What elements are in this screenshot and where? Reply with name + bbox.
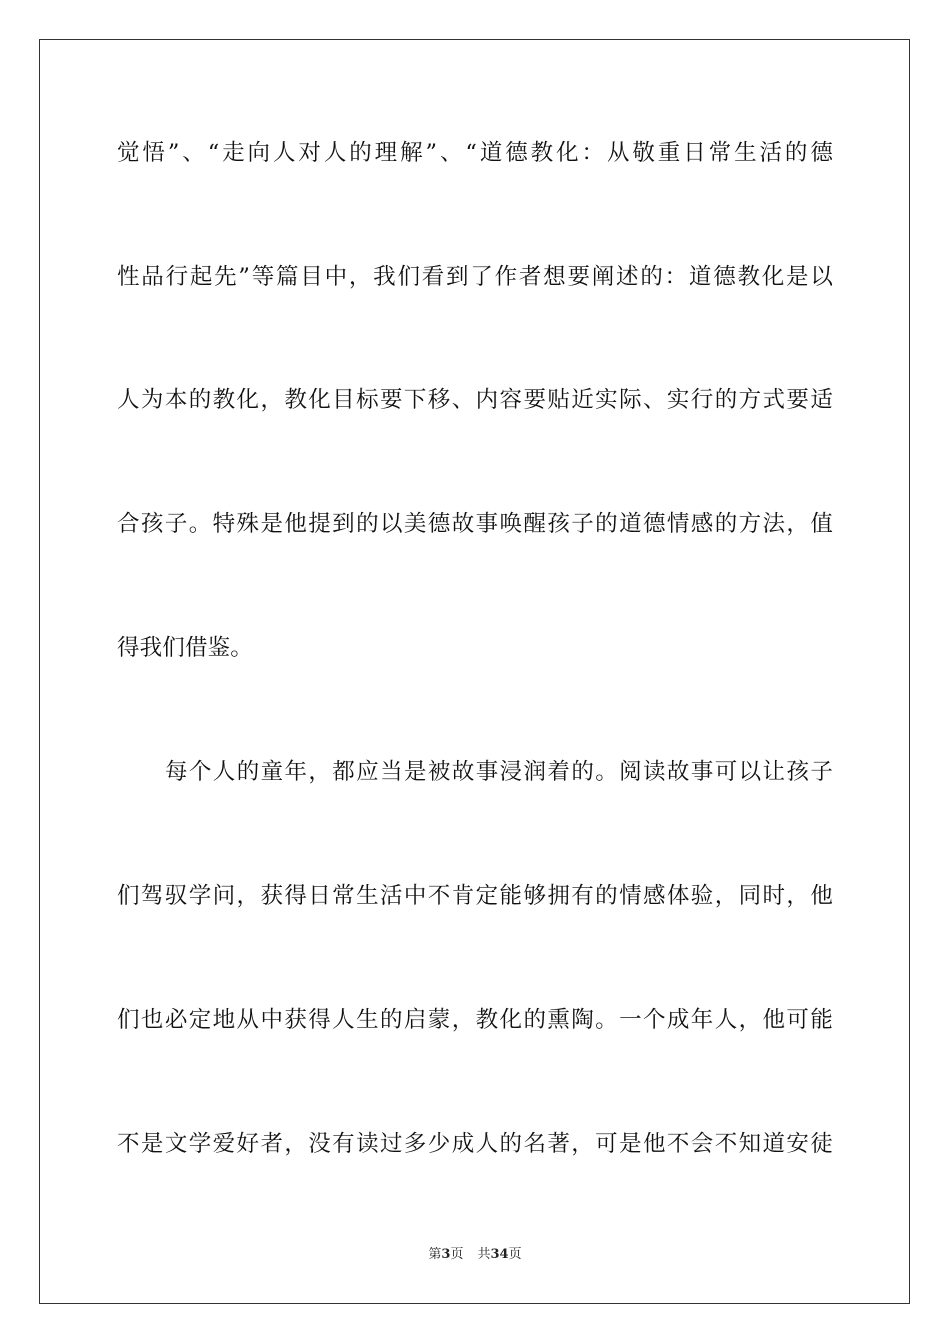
paragraph-line-3: 人为本的教化，教化目标要下移、内容要贴近实际、实行的方式要适 <box>117 387 833 413</box>
page-number: 3 <box>441 1247 451 1262</box>
paragraph-line-2: 性品行起先”等篇目中，我们看到了作者想要阐述的：道德教化是以 <box>117 264 833 290</box>
paragraph-line-1: 觉悟”、“走向人对人的理解”、“道德教化：从敬重日常生活的德 <box>117 140 833 166</box>
page-footer <box>0 1247 950 1263</box>
paragraph-line-4: 合孩子。特殊是他提到的以美德故事唤醒孩子的道德情感的方法，值 <box>117 511 833 537</box>
paragraph-line-7: 们驾驭学问，获得日常生活中不肯定能够拥有的情感体验，同时，他 <box>117 883 833 909</box>
total-prefix: 共 <box>477 1247 491 1262</box>
paragraph-line-8: 们也必定地从中获得人生的启蒙，教化的熏陶。一个成年人，他可能 <box>117 1007 833 1033</box>
paragraph-line-9: 不是文学爱好者，没有读过多少成人的名著，可是他不会不知道安徒 <box>117 1131 833 1157</box>
total-pages: 34 <box>490 1247 509 1262</box>
paragraph-line-5: 得我们借鉴。 <box>117 635 253 661</box>
page-border <box>39 39 910 1304</box>
total-suffix: 页 <box>508 1247 522 1262</box>
page-prefix: 第 <box>428 1247 442 1262</box>
paragraph-line-6: 每个人的童年，都应当是被故事浸润着的。阅读故事可以让孩子 <box>165 759 833 785</box>
page-suffix: 页 <box>450 1247 464 1262</box>
